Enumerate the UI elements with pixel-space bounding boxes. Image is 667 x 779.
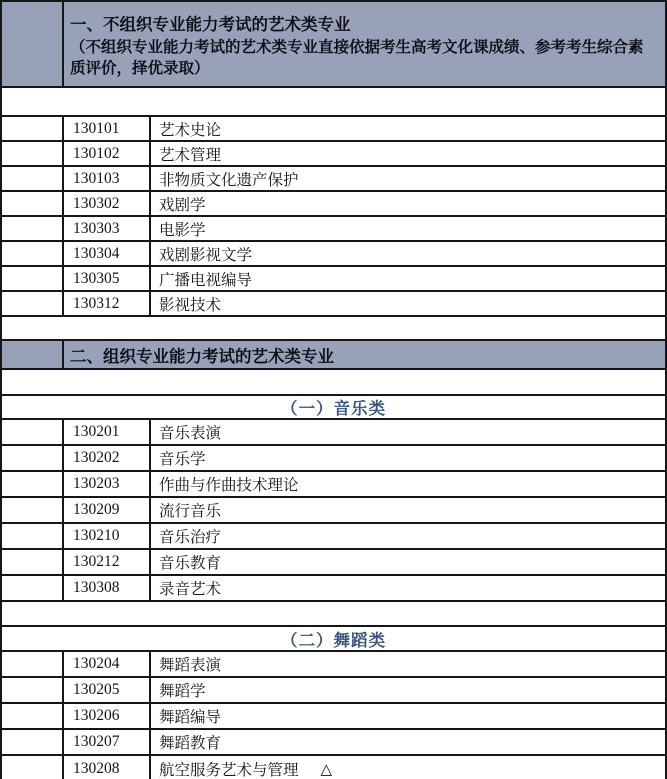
empty-cell [2, 217, 64, 240]
spec-code: 130205 [73, 681, 120, 698]
table-row [2, 652, 665, 678]
empty-cell [2, 167, 64, 190]
spacer-row [2, 602, 665, 627]
subsection-music-row [2, 396, 665, 420]
spec-code: 130102 [73, 144, 120, 162]
empty-cell [2, 652, 64, 676]
empty-cell [2, 678, 64, 702]
empty-cell [2, 267, 64, 290]
empty-cell [2, 472, 64, 496]
spec-name-cell [151, 472, 665, 496]
table-row [2, 704, 665, 730]
table-row [2, 192, 665, 217]
table-row [2, 678, 665, 704]
subsection-dance-row [2, 627, 665, 652]
spec-name: 戏剧学 [159, 196, 206, 214]
spec-code: 130305 [73, 269, 120, 287]
spec-name: 录音艺术 [159, 581, 222, 598]
table-row [2, 142, 665, 167]
table-row [2, 446, 665, 472]
spec-name: 舞蹈教育 [159, 735, 222, 752]
spec-code-cell [64, 142, 151, 165]
empty-cell [2, 730, 64, 754]
spec-code-cell [64, 242, 151, 265]
spec-code-cell [64, 678, 151, 702]
spec-code: 130210 [73, 527, 120, 544]
spec-code: 130308 [73, 579, 120, 596]
spec-name: 广播电视编导 [159, 271, 253, 289]
spec-name-cell [151, 192, 665, 215]
spec-code: 130202 [73, 449, 120, 466]
spec-code-cell [64, 217, 151, 240]
table-row [2, 576, 665, 602]
spec-name-cell [151, 446, 665, 470]
spec-name: 艺术管理 [159, 146, 222, 164]
section1-header-cell [64, 2, 665, 86]
spec-code: 130204 [73, 655, 120, 672]
spec-code: 130302 [73, 194, 120, 212]
spec-code: 130212 [73, 553, 120, 570]
spec-name: 音乐教育 [159, 555, 222, 572]
spec-name: 电影学 [159, 221, 206, 239]
spec-code-cell [64, 704, 151, 728]
table-row [2, 217, 665, 242]
empty-cell [2, 498, 64, 522]
empty-cell [2, 756, 64, 779]
spec-name: 影视技术 [159, 296, 222, 314]
spec-name: 舞蹈学 [159, 683, 206, 700]
table-row [2, 550, 665, 576]
section1-title: 一、不组织专业能力考试的艺术类专业 [70, 16, 351, 34]
spec-code: 130207 [73, 733, 120, 750]
table-row [2, 472, 665, 498]
empty-cell [2, 142, 64, 165]
spec-name-cell [151, 117, 665, 140]
table-row [2, 524, 665, 550]
section1-note: （不组织专业能力考试的艺术类专业直接依据考生高考文化课成绩、参考考生综合素质评价，择优录取） [70, 39, 644, 77]
spec-code: 130209 [73, 501, 120, 518]
section1-header-row [2, 2, 665, 88]
spec-code-cell [64, 524, 151, 548]
spec-name: 流行音乐 [159, 503, 222, 520]
spacer-row [2, 370, 665, 396]
empty-cell [2, 524, 64, 548]
spec-code-cell [64, 292, 151, 315]
spec-name-cell [151, 704, 665, 728]
spec-name-cell [151, 576, 665, 600]
spec-code-cell [64, 192, 151, 215]
spec-name-cell [151, 550, 665, 574]
spec-code-cell [64, 420, 151, 444]
spec-name: 航空服务艺术与管理 [159, 762, 299, 779]
section2-header-row [2, 341, 665, 370]
table-row [2, 730, 665, 756]
section2-title: 二、组织专业能力考试的艺术类专业 [70, 347, 334, 366]
spec-code-cell [64, 652, 151, 676]
spec-code-cell [64, 498, 151, 522]
empty-cell [2, 704, 64, 728]
table-row [2, 117, 665, 142]
table-row [2, 267, 665, 292]
spec-name: 舞蹈编导 [159, 709, 222, 726]
spec-code: 130312 [73, 294, 120, 312]
spec-name-cell [151, 498, 665, 522]
spec-code-cell [64, 267, 151, 290]
spec-name: 舞蹈表演 [159, 657, 222, 674]
section1-header-left-cell [2, 2, 64, 86]
spec-code: 130206 [73, 707, 120, 724]
spec-code: 130201 [73, 423, 120, 440]
spec-name-cell [151, 652, 665, 676]
empty-cell [2, 117, 64, 140]
spec-name: 艺术史论 [159, 121, 222, 139]
spec-name-cell [151, 217, 665, 240]
spec-name-cell [151, 142, 665, 165]
table-row [2, 242, 665, 267]
spec-name-cell [151, 167, 665, 190]
spec-name: 音乐表演 [159, 425, 222, 442]
empty-cell [2, 242, 64, 265]
table-row [2, 420, 665, 446]
spec-name-cell [151, 678, 665, 702]
spec-name-cell [151, 420, 665, 444]
empty-cell [2, 420, 64, 444]
spec-code: 130203 [73, 475, 120, 492]
triangle-note-symbol: △ [320, 761, 333, 778]
spacer-row [2, 317, 665, 341]
spec-name: 音乐学 [159, 451, 206, 468]
spec-name-cell [151, 242, 665, 265]
section2-header-cell [64, 341, 665, 368]
spec-code-cell [64, 550, 151, 574]
table-row [2, 498, 665, 524]
spec-code-cell [64, 730, 151, 754]
spec-code: 130103 [73, 169, 120, 187]
spec-name: 非物质文化遗产保护 [159, 171, 299, 189]
table-row [2, 167, 665, 192]
empty-cell [2, 192, 64, 215]
subsection-music-label: （一）音乐类 [281, 399, 386, 418]
empty-cell [2, 550, 64, 574]
spec-code: 130303 [73, 219, 120, 237]
spec-name-cell [151, 267, 665, 290]
spec-name: 音乐治疗 [159, 529, 222, 546]
empty-cell [2, 446, 64, 470]
spec-code-cell [64, 756, 151, 779]
spec-name-cell [151, 756, 665, 779]
spec-code-cell [64, 576, 151, 600]
spec-name: 戏剧影视文学 [159, 246, 253, 264]
empty-cell [2, 292, 64, 315]
spec-code: 130304 [73, 244, 120, 262]
spec-code-cell [64, 446, 151, 470]
spec-code: 130101 [73, 119, 120, 137]
section2-header-left-cell [2, 341, 64, 368]
spec-code-cell [64, 472, 151, 496]
spacer-row [2, 88, 665, 117]
subsection-dance-label: （二）舞蹈类 [281, 630, 386, 650]
spec-code-cell [64, 117, 151, 140]
spec-code: 130208 [73, 760, 120, 777]
spec-code-cell [64, 167, 151, 190]
table-row [2, 756, 665, 779]
spec-name-cell [151, 292, 665, 315]
table-row [2, 292, 665, 317]
empty-cell [2, 576, 64, 600]
spec-name-cell [151, 524, 665, 548]
spec-name-cell [151, 730, 665, 754]
spec-name: 作曲与作曲技术理论 [159, 477, 299, 494]
